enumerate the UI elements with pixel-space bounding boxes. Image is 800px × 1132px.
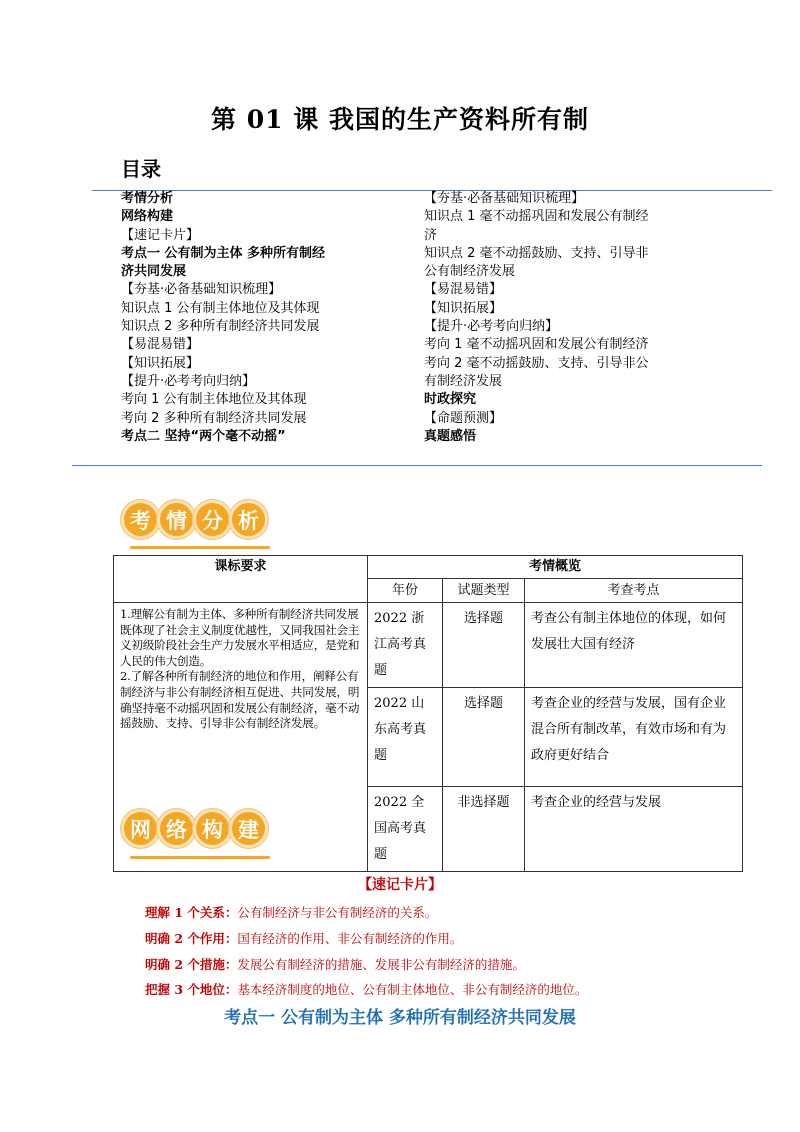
quick-card-line: [145, 903, 437, 921]
toc-entry[interactable]: 【知识拓展】: [424, 300, 503, 316]
toc-entry[interactable]: 【易混易错】: [121, 337, 200, 353]
card-line-label: 把握 3 个地位：: [145, 982, 238, 997]
table-cell-requirements: 1.理解公有制为主体、多种所有制经济共同发展既体现了社会主义制度优越性，又同我国社会主义初级阶段社会生产力发展水平相适应，是党和人民的伟大创造。 2.了解各种所有制经济的地位和作用，阐释公有制经济与非公有制经济相互促进、共同发展，明确坚持毫不动摇巩固和发展公有制经济，毫不动摇鼓励、支持、引导非公有制经济发展。: [114, 603, 368, 872]
card-line-label: 理解 1 个关系：: [145, 905, 238, 920]
toc-entry[interactable]: 有制经济发展: [424, 373, 503, 389]
quick-card-title: 【速记卡片】: [358, 877, 442, 893]
card-line-text: 国有经济的作用、非公有制经济的作用。: [237, 931, 463, 946]
toc-entry[interactable]: 济: [424, 227, 438, 243]
toc-entry[interactable]: 网络构建: [121, 209, 174, 225]
table-subheader-year: 年份: [368, 579, 443, 603]
quick-card-line: [145, 929, 462, 947]
toc-entry[interactable]: 公有制经济发展: [424, 264, 516, 280]
toc-entry[interactable]: 知识点 1 毫不动摇巩固和发展公有制经: [424, 209, 649, 225]
toc-right-column: [424, 190, 649, 446]
table-cell-year: 2022 全国高考真题: [368, 787, 443, 872]
badge-char: 考: [124, 503, 157, 536]
toc-entry[interactable]: 知识点 2 毫不动摇鼓励、支持、引导非: [424, 245, 649, 261]
toc-entry[interactable]: 考点二 坚持“两个毫不动摇”: [121, 428, 286, 444]
toc-entry[interactable]: 考点一 公有制为主体 多种所有制经: [121, 245, 326, 261]
toc-entry[interactable]: 考向 2 毫不动摇鼓励、支持、引导非公: [424, 355, 649, 371]
table-cell-type: 选择题: [443, 688, 525, 787]
badge-underline: [130, 546, 270, 549]
toc-heading: 目录: [121, 157, 161, 181]
toc-entry[interactable]: 【速记卡片】: [121, 227, 200, 243]
card-line-text: 公有制经济与非公有制经济的关系。: [237, 905, 438, 920]
table-header-requirements: 课标要求: [114, 556, 368, 603]
table-cell-year: 2022 浙江高考真题: [368, 603, 443, 688]
toc-entry[interactable]: 【夯基·必备基础知识梳理】: [424, 191, 585, 206]
card-line-text: 发展公有制经济的措施、发展非公有制经济的措施。: [237, 957, 525, 972]
table-subheader-point: 考查考点: [525, 579, 743, 603]
badge-char: 分: [196, 503, 229, 536]
toc-entry[interactable]: 【提升·必考考向归纳】: [424, 319, 559, 335]
section-title-topic-one: 考点一 公有制为主体 多种所有制经济共同发展: [224, 1008, 576, 1028]
toc-entry[interactable]: 【知识拓展】: [121, 355, 200, 371]
badge-underline: [130, 856, 270, 859]
table-cell-point: 考查企业的经营与发展: [525, 787, 743, 872]
toc-left-column: [121, 190, 325, 446]
toc-entry[interactable]: 真题感悟: [424, 428, 477, 444]
table-header-overview: 考情概览: [368, 556, 743, 579]
table-subheader-type: 试题类型: [443, 579, 525, 603]
badge-char: 构: [196, 812, 229, 845]
toc-entry[interactable]: 【易混易错】: [424, 282, 503, 298]
section-badge-exam-analysis: [124, 503, 265, 536]
quick-card-line: [145, 955, 525, 973]
page-title: 第 01 课 我国的生产资料所有制: [211, 105, 589, 134]
quick-card-line: [145, 980, 587, 998]
toc-entry[interactable]: 【提升·必考考向归纳】: [121, 373, 256, 389]
toc-entry[interactable]: 考向 1 公有制主体地位及其体现: [121, 392, 307, 408]
toc-entry[interactable]: 考向 1 毫不动摇巩固和发展公有制经济: [424, 337, 649, 353]
toc-entry[interactable]: 考向 2 多种所有制经济共同发展: [121, 410, 307, 426]
badge-char: 情: [160, 503, 193, 536]
card-line-text: 基本经济制度的地位、公有制主体地位、非公有制经济的地位。: [237, 982, 588, 997]
badge-char: 络: [160, 812, 193, 845]
card-line-label: 明确 2 个作用：: [145, 931, 238, 946]
badge-char: 建: [232, 812, 265, 845]
table-cell-type: 选择题: [443, 603, 525, 688]
toc-entry[interactable]: 考情分析: [121, 191, 174, 206]
table-cell-year: 2022 山东高考真题: [368, 688, 443, 787]
card-line-label: 明确 2 个措施：: [145, 957, 238, 972]
table-cell-point: 考查企业的经营与发展，国有企业混合所有制改革，有效市场和有为政府更好结合: [525, 688, 743, 787]
toc-entry[interactable]: 【命题预测】: [424, 410, 503, 426]
toc-entry[interactable]: 知识点 1 公有制主体地位及其体现: [121, 300, 320, 316]
toc-entry[interactable]: 知识点 2 多种所有制经济共同发展: [121, 319, 320, 335]
toc-entry[interactable]: 【夯基·必备基础知识梳理】: [121, 282, 282, 298]
toc-bottom-rule: [72, 465, 762, 466]
table-cell-type: 非选择题: [443, 787, 525, 872]
toc-entry[interactable]: 济共同发展: [121, 264, 187, 280]
table-cell-point: 考查公有制主体地位的体现，如何发展壮大国有经济: [525, 603, 743, 688]
toc-entry[interactable]: 时政探究: [424, 392, 477, 408]
section-badge-network: [124, 812, 265, 845]
badge-char: 析: [232, 503, 265, 536]
badge-char: 网: [124, 812, 157, 845]
